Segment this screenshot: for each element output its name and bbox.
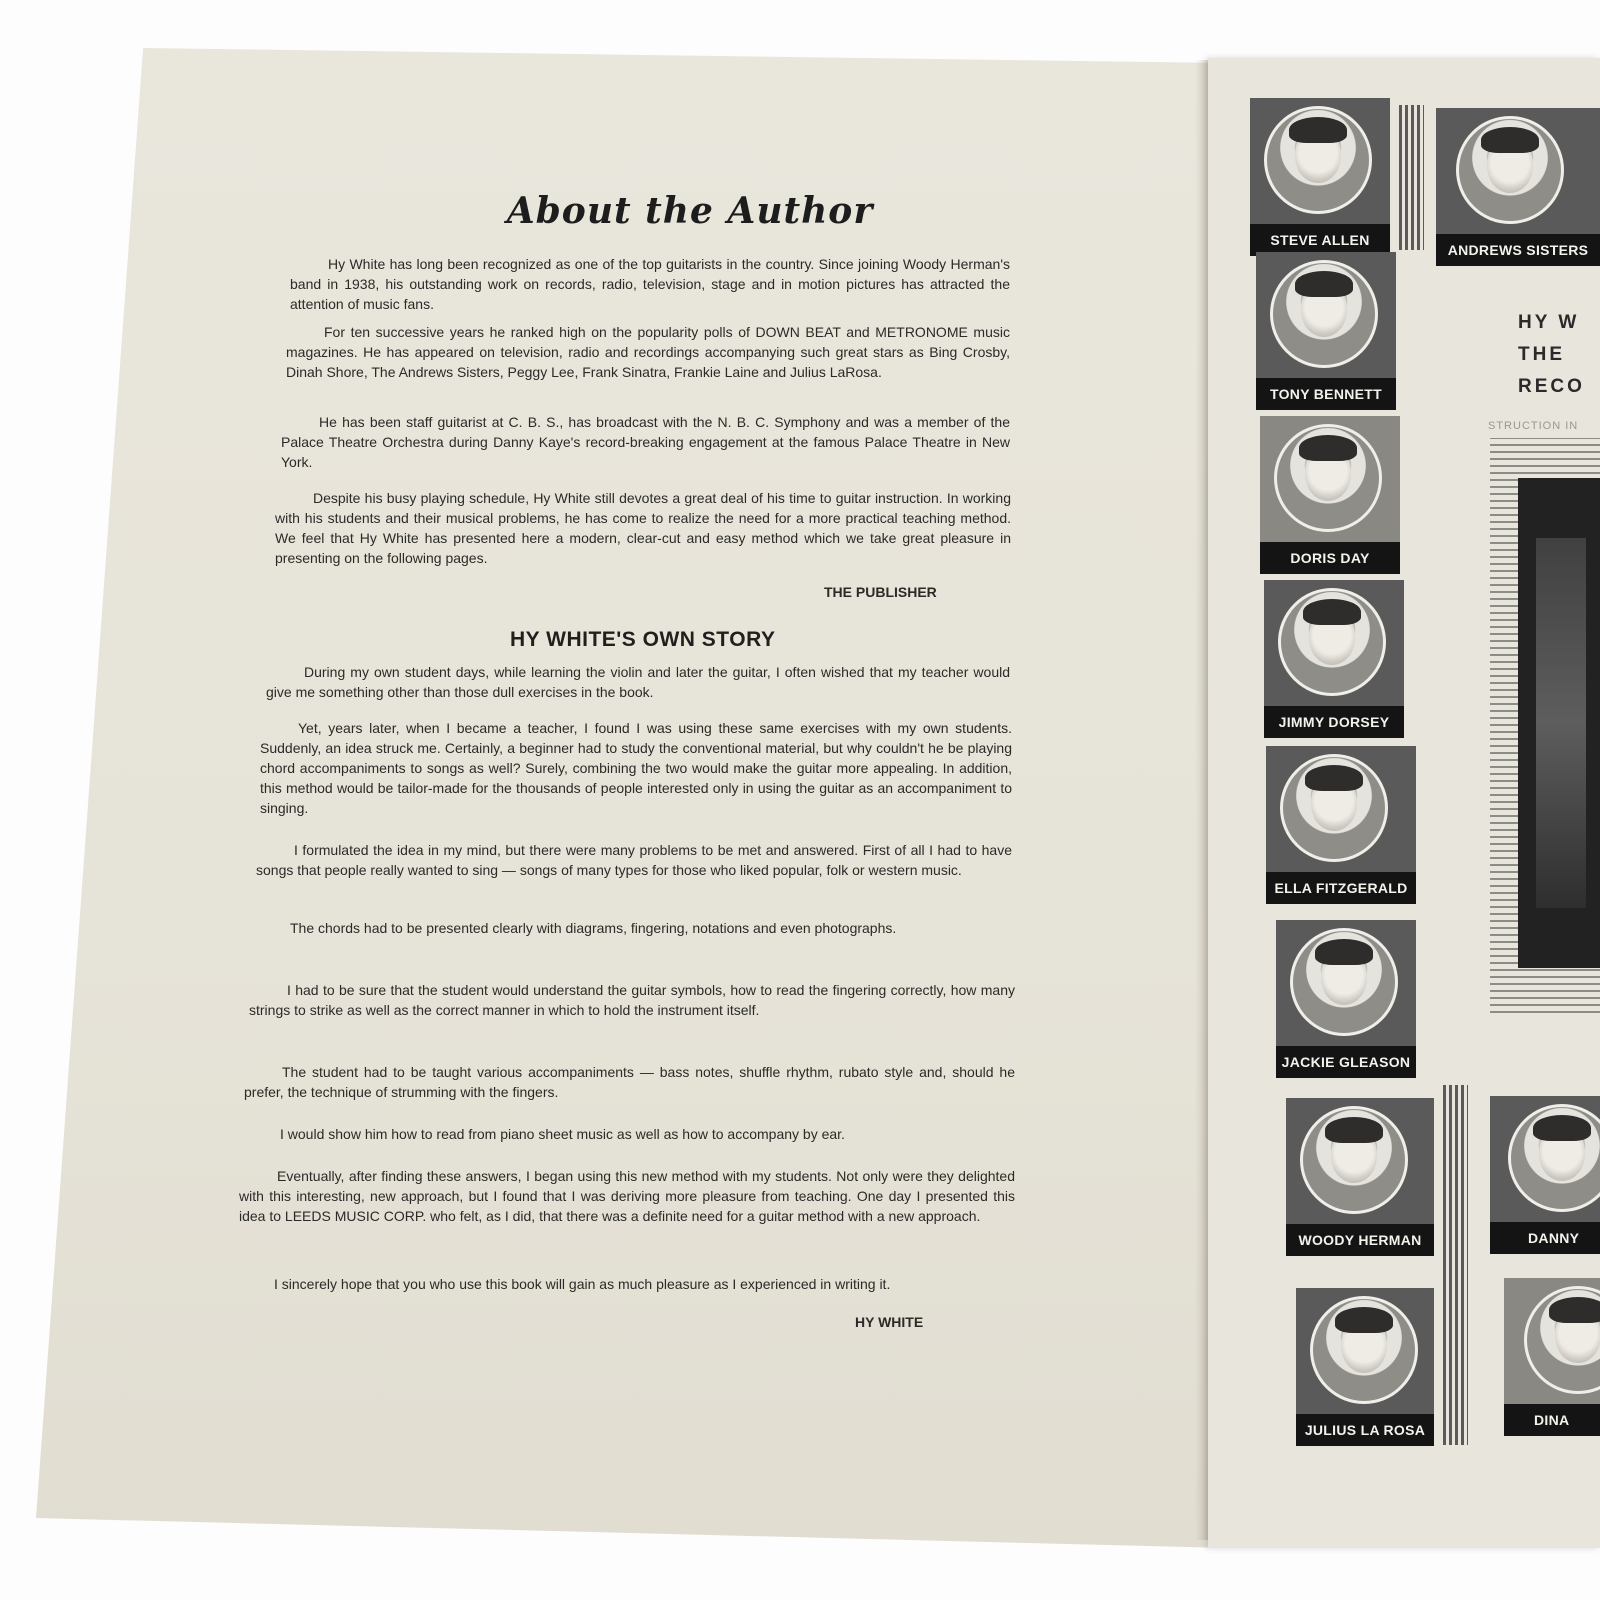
celebrity-tile <box>1490 1096 1600 1254</box>
celebrity-name: DORIS DAY <box>1260 542 1400 574</box>
about-paragraph-4: Despite his busy playing schedule, Hy White still devotes a great deal of his time to guitar instruction. In working with his students and their musical problems, he has come to realize the need for a more practical teaching method. We feel that Hy White has presented here a modern, clear-cut and easy method which we take great pleasure in presenting on the following pages. <box>275 490 1011 566</box>
portrait-photo <box>1456 116 1564 224</box>
celebrity-tile <box>1250 98 1390 256</box>
right-title-line-1: HY W <box>1518 312 1580 333</box>
own-story-title: HY WHITE'S OWN STORY <box>510 628 776 651</box>
story-paragraph-8: Eventually, after finding these answers, I began using this new method with my students. Not only were they delighted with this interesting, new approach, but I found that I was deriving more pleasure from teaching. One day I presented this idea to LEEDS MUSIC CORP. who felt, as I did, that there was a definite need for a guitar method with a new approach. <box>239 1168 1015 1224</box>
celebrity-name: TONY BENNETT <box>1256 378 1396 410</box>
celebrity-tile <box>1264 580 1404 738</box>
celebrity-name: DINA <box>1504 1404 1600 1436</box>
about-paragraph-2: For ten successive years he ranked high on the popularity polls of DOWN BEAT and METRONOME music magazines. He has appeared on television, radio and recordings accompanying such great stars as Bing Crosby, Dinah Shore, The Andrews Sisters, Peggy Lee, Frank Sinatra, Frankie Laine and Julius LaRosa. <box>286 324 1010 380</box>
about-the-author-heading: About the Author <box>506 190 874 232</box>
story-paragraph-7: I would show him how to read from piano sheet music as well as how to accompany by ear. <box>280 1126 845 1142</box>
right-subtext: STRUCTION IN <box>1488 420 1579 432</box>
portrait-photo <box>1278 588 1386 696</box>
right-title-line-2: THE <box>1518 344 1565 365</box>
celebrity-name: STEVE ALLEN <box>1250 224 1390 256</box>
about-paragraph-1: Hy White has long been recognized as one of the top guitarists in the country. Since joining Woody Herman's band in 1938, his outstanding work on records, radio, television, stage and in motion pictures has attracted the attention of music fans. <box>290 256 1010 312</box>
publisher-signature: THE PUBLISHER <box>824 584 937 600</box>
story-paragraph-9: I sincerely hope that you who use this book will gain as much pleasure as I experienced in writing it. <box>274 1276 891 1292</box>
story-paragraph-3: I formulated the idea in my mind, but there were many problems to be met and answered. First of all I had to have songs that people really wanted to sing — songs of many types for those who liked popular, folk or western music. <box>256 842 1012 878</box>
celebrity-tile <box>1276 920 1416 1078</box>
celebrity-name: JULIUS LA ROSA <box>1296 1414 1434 1446</box>
portrait-photo <box>1274 424 1382 532</box>
celebrity-name: WOODY HERMAN <box>1286 1224 1434 1256</box>
portrait-photo <box>1310 1296 1418 1404</box>
right-title-line-3: RECO <box>1518 376 1585 397</box>
celebrity-tile <box>1286 1098 1434 1256</box>
celebrity-tile <box>1504 1278 1600 1436</box>
decorative-stripes <box>1396 105 1424 250</box>
portrait-photo <box>1300 1106 1408 1214</box>
author-signature: HY WHITE <box>855 1314 924 1330</box>
celebrity-name: DANNY <box>1490 1222 1600 1254</box>
author-photo <box>1518 478 1600 968</box>
celebrity-name: JIMMY DORSEY <box>1264 706 1404 738</box>
celebrity-tile <box>1256 252 1396 410</box>
celebrity-name: ANDREWS SISTERS <box>1436 234 1600 266</box>
portrait-photo <box>1270 260 1378 368</box>
portrait-photo <box>1290 928 1398 1036</box>
portrait-photo <box>1264 106 1372 214</box>
celebrity-tile <box>1296 1288 1434 1446</box>
celebrity-tile <box>1266 746 1416 904</box>
celebrity-tile <box>1260 416 1400 574</box>
story-paragraph-6: The student had to be taught various accompaniments — bass notes, shuffle rhythm, rubato style and, should he prefer, the technique of strumming with the fingers. <box>244 1064 1015 1100</box>
about-paragraph-3: He has been staff guitarist at C. B. S., has broadcast with the N. B. C. Symphony and was a member of the Palace Theatre Orchestra during Danny Kaye's record-breaking engagement at the famous Palace Theatre in New York. <box>281 414 1010 470</box>
story-paragraph-4: The chords had to be presented clearly with diagrams, fingering, notations and even photographs. <box>290 920 897 936</box>
story-paragraph-2: Yet, years later, when I became a teacher, I found I was using these same exercises with my own students. Suddenly, an idea struck me. Certainly, a beginner had to study the conventional material, but why couldn't he be playing chord accompaniments to songs as well? Surely, combining the two would make the guitar more appealing. In addition, this method would be tailor-made for the thousands of people interested only in using the guitar as an accompaniment to singing. <box>260 720 1012 816</box>
story-paragraph-1: During my own student days, while learning the violin and later the guitar, I often wished that my teacher would give me something other than those dull exercises in the book. <box>266 664 1010 700</box>
celebrity-name: JACKIE GLEASON <box>1276 1046 1416 1078</box>
portrait-photo <box>1524 1286 1600 1394</box>
portrait-photo <box>1280 754 1388 862</box>
celebrity-tile <box>1436 108 1600 266</box>
celebrity-name: ELLA FITZGERALD <box>1266 872 1416 904</box>
portrait-photo <box>1508 1104 1600 1212</box>
story-paragraph-5: I had to be sure that the student would understand the guitar symbols, how to read the fingering correctly, how many strings to strike as well as the correct manner in which to hold the instrument itself. <box>249 982 1015 1018</box>
decorative-stripes <box>1440 1085 1468 1445</box>
